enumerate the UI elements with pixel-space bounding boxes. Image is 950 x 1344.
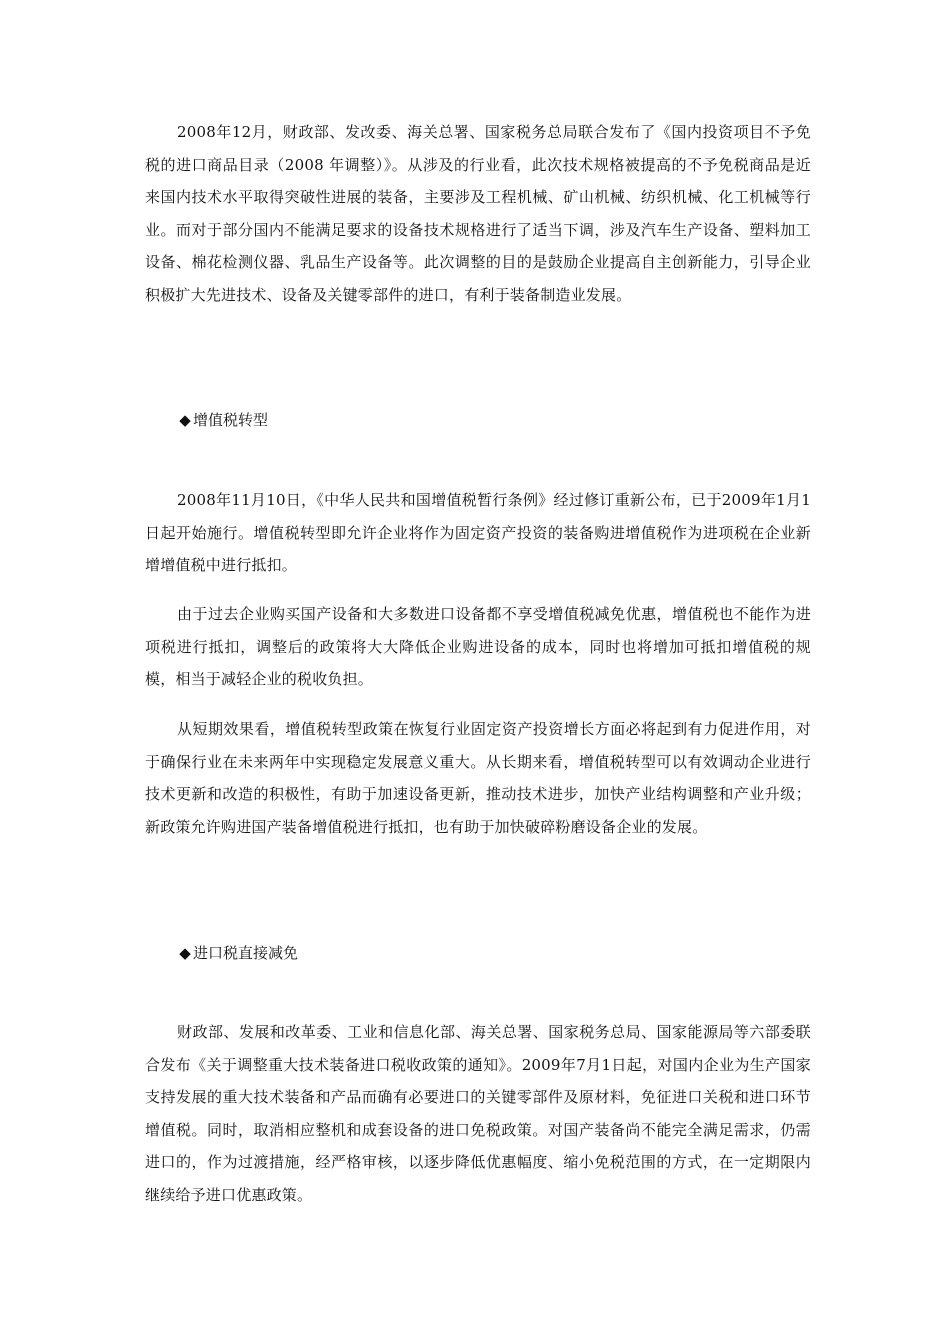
paragraph-import-tax-policy: 财政部、发展和改革委、工业和信息化部、海关总署、国家税务总局、国家能源局等六部委联合发布《关于调整重大技术装备进口税收政策的通知》。2009年7月1日起，对国内企业为生产国家支持发展的重大技术装备和产品而确有必要进口的关键零部件及原材料，免征进口关税和进口环节增值税。同时，取消相应整机和成套设备的进口免税政策。对国产装备尚不能完全满足需求，仍需进口的，作为过渡措施，经严格审核，以逐步降低优惠幅度、缩小免税范围的方式，在一定期限内继续给予进口优惠政策。 bbox=[145, 1023, 811, 1204]
diamond-icon: ◆ bbox=[179, 411, 191, 429]
section-heading-label: 增值税转型 bbox=[193, 411, 269, 429]
section-heading-import-tax bbox=[178, 941, 298, 965]
paragraph-vat-effect: 从短期效果看，增值税转型政策在恢复行业固定资产投资增长方面必将起到有力促进作用，对于确保行业在未来两年中实现稳定发展意义重大。从长期来看，增值税转型可以有效调动企业进行技术更新和改造的积极性，有助于加速设备更新，推动技术进步，加快产业结构调整和产业升级；新政策允许购进国产装备增值税进行抵扣，也有助于加快破碎粉磨设备企业的发展。 bbox=[145, 720, 811, 836]
paragraph-import-catalog: 2008年12月，财政部、发改委、海关总署、国家税务总局联合发布了《国内投资项目不予免税的进口商品目录（2008 年调整）》。从涉及的行业看，此次技术规格被提高的不予免税商品是近来国内技术水平取得突破性进展的装备，主要涉及工程机械、矿山机械、纺织机械、化工机械等行业。而对于部分国内不能满足要求的设备技术规格进行了适当下调，涉及汽车生产设备、塑料加工设备、棉花检测仪器、乳品生产设备等。此次调整的目的是鼓励企业提高自主创新能力，引导企业积极扩大先进技术、设备及关键零部件的进口，有利于装备制造业发展。 bbox=[145, 123, 811, 304]
paragraph-vat-benefit: 由于过去企业购买国产设备和大多数进口设备都不享受增值税减免优惠，增值税也不能作为进项税进行抵扣，调整后的政策将大大降低企业购进设备的成本，同时也将增加可抵扣增值税的规模，相当于减轻企业的税收负担。 bbox=[145, 605, 811, 688]
section-heading-vat-transition bbox=[178, 408, 268, 432]
diamond-icon: ◆ bbox=[179, 944, 191, 962]
paragraph-vat-regulation: 2008年11月10日，《中华人民共和国增值税暂行条例》经过修订重新公布，已于2009年1月1日起开始施行。增值税转型即允许企业将作为固定资产投资的装备购进增值税作为进项税在企业新增增值税中进行抵扣。 bbox=[145, 491, 811, 574]
section-heading-label: 进口税直接减免 bbox=[193, 944, 299, 962]
